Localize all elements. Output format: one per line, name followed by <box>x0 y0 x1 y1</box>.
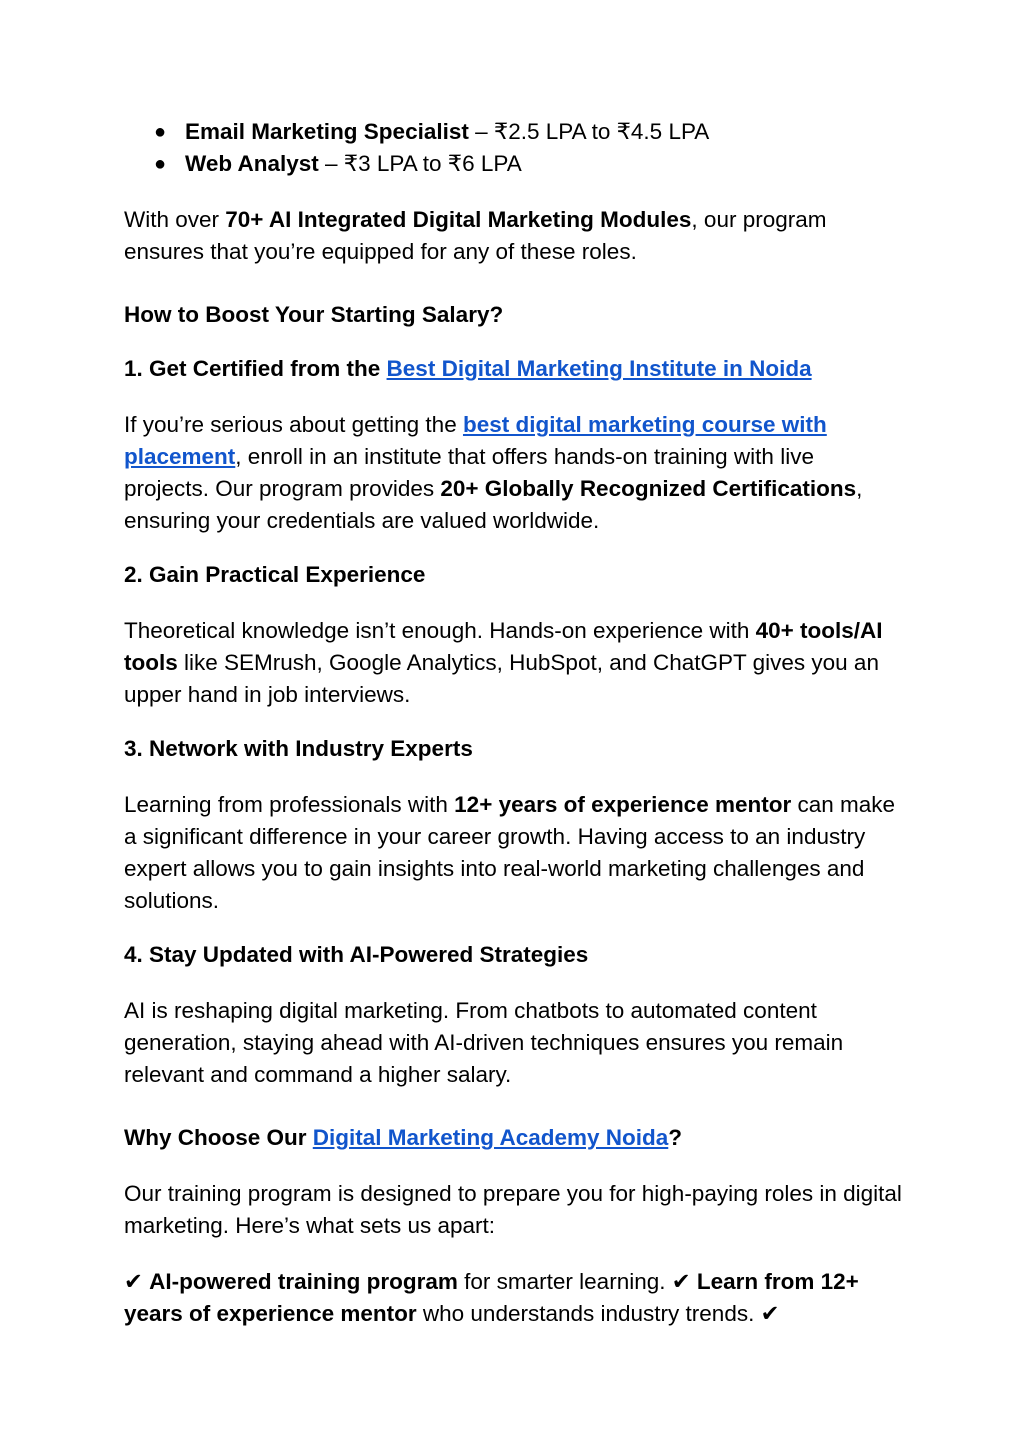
modules-paragraph <box>124 204 904 268</box>
salary-range: – ₹3 LPA to ₹6 LPA <box>318 151 522 176</box>
check-icon: ✔ <box>760 1301 780 1326</box>
text: ? <box>668 1125 683 1150</box>
text: Theoretical knowledge isn’t enough. Hands-on experience with <box>124 618 756 643</box>
text: If you’re serious about getting the <box>124 412 463 437</box>
text: like SEMrush, Google Analytics, HubSpot, and ChatGPT gives you an upper hand in job interviews. <box>124 650 879 707</box>
bold-text: 70+ AI Integrated Digital Marketing Modules <box>225 207 692 232</box>
text: Learning from professionals with <box>124 792 455 817</box>
subheading-certified <box>124 353 904 385</box>
list-item <box>123 148 904 180</box>
text: , our program ensures that you’re equipped for any of these roles. <box>124 207 827 264</box>
section-heading-why <box>124 1122 904 1154</box>
bullet-icon: ● <box>154 153 167 175</box>
text: , enroll in an institute that offers hands-on training with live projects. Our program provides <box>124 444 814 501</box>
experience-paragraph <box>124 615 904 711</box>
text: can make a significant difference in your career growth. Having access to an industry expert allows you to gain insights into real-world marketing challenges and solutions. <box>124 792 896 913</box>
ai-paragraph: AI is reshaping digital marketing. From chatbots to automated content generation, staying ahead with AI-driven techniques ensures you remain relevant and command a higher salary. <box>124 998 844 1087</box>
salary-list <box>124 116 904 180</box>
bold-text: 12+ years of experience mentor <box>454 792 792 817</box>
role-title: Email Marketing Specialist <box>185 119 469 144</box>
subheading-experience: 2. Gain Practical Experience <box>124 562 426 587</box>
check-icon: ✔ <box>671 1269 691 1294</box>
bold-text: AI-powered training program <box>149 1269 458 1294</box>
program-paragraph: Our training program is designed to prepare you for high-paying roles in digital marketing. Here’s what sets us apart: <box>124 1181 902 1238</box>
network-paragraph <box>124 789 904 917</box>
subheading-network: 3. Network with Industry Experts <box>124 736 473 761</box>
text: Why Choose Our <box>124 1125 313 1150</box>
text: 1. Get Certified from the <box>124 356 387 381</box>
certification-paragraph <box>124 409 904 537</box>
bold-text: Learn from 12+ years of experience mentor <box>124 1269 859 1326</box>
text: With over <box>124 207 226 232</box>
bold-text: 20+ Globally Recognized Certifications <box>440 476 857 501</box>
document-page <box>124 116 904 1330</box>
academy-link[interactable]: Digital Marketing Academy Noida <box>312 1125 669 1150</box>
salary-range: – ₹2.5 LPA to ₹4.5 LPA <box>468 119 710 144</box>
subheading-ai-strategies: 4. Stay Updated with AI-Powered Strategies <box>124 942 589 967</box>
text: for smarter learning. <box>457 1269 672 1294</box>
list-item <box>123 116 904 148</box>
text: , ensuring your credentials are valued worldwide. <box>124 476 863 533</box>
bold-text: 40+ tools/AI tools <box>124 618 883 675</box>
course-link[interactable]: best digital marketing course with placement <box>124 412 827 469</box>
institute-link[interactable]: Best Digital Marketing Institute in Noida <box>386 356 812 381</box>
features-paragraph <box>124 1266 904 1330</box>
role-title: Web Analyst <box>185 151 319 176</box>
section-heading-boost: How to Boost Your Starting Salary? <box>124 302 504 327</box>
bullet-icon: ● <box>154 121 167 143</box>
check-icon: ✔ <box>124 1269 143 1294</box>
text: who understands industry trends. <box>416 1301 761 1326</box>
